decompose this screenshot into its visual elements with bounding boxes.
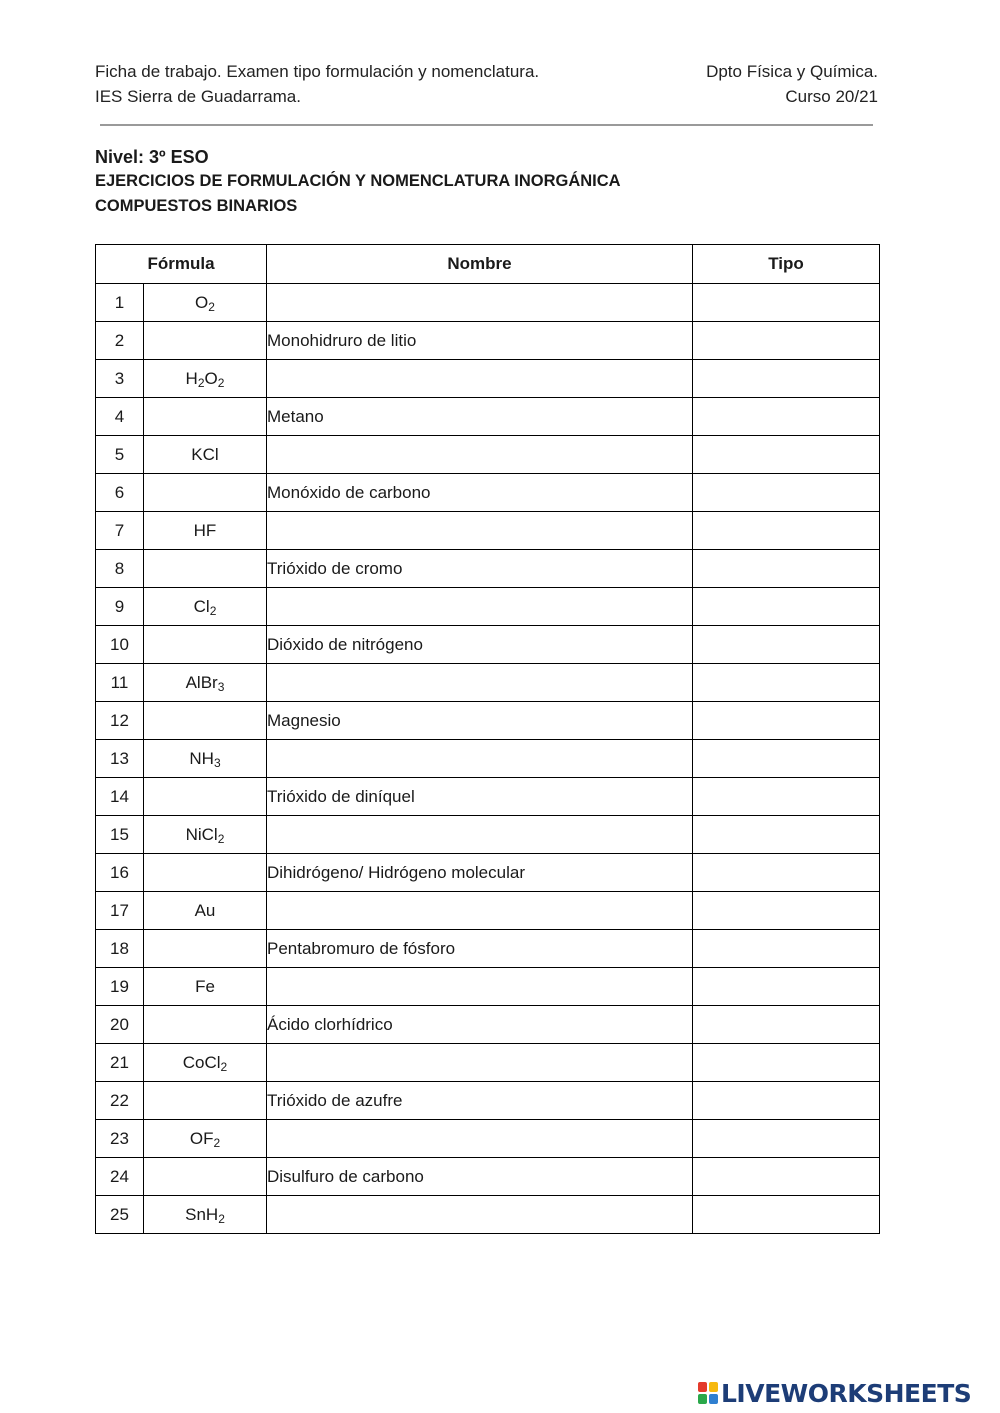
name-cell[interactable] xyxy=(267,436,693,474)
formula-cell xyxy=(144,512,267,550)
formula-symbol: SnH xyxy=(185,1204,219,1224)
row-number: 16 xyxy=(96,854,144,892)
logo-square xyxy=(709,1394,718,1404)
school-name: IES Sierra de Guadarrama. xyxy=(95,87,301,106)
row-number: 17 xyxy=(96,892,144,930)
name-cell: Metano xyxy=(267,398,693,436)
liveworksheets-logo-icon xyxy=(698,1382,718,1404)
name-cell: Monóxido de carbono xyxy=(267,474,693,512)
type-cell[interactable] xyxy=(693,816,880,854)
formula-cell[interactable] xyxy=(144,1082,267,1120)
table-header-row xyxy=(96,245,880,284)
exercise-table xyxy=(95,244,880,1234)
formula-cell[interactable] xyxy=(144,550,267,588)
table-row xyxy=(96,930,880,968)
formula-cell[interactable] xyxy=(144,626,267,664)
worksheet-subject: Ficha de trabajo. Examen tipo formulación y nomenclatura. xyxy=(95,62,540,81)
table-row xyxy=(96,1082,880,1120)
name-cell[interactable] xyxy=(267,740,693,778)
formula-subscript: 2 xyxy=(217,831,225,846)
formula-cell xyxy=(144,436,267,474)
row-number: 8 xyxy=(96,550,144,588)
row-number: 4 xyxy=(96,398,144,436)
formula-cell[interactable] xyxy=(144,474,267,512)
row-number: 6 xyxy=(96,474,144,512)
liveworksheets-watermark xyxy=(698,1376,971,1410)
header-right xyxy=(706,59,878,109)
formula-cell xyxy=(144,740,267,778)
row-number: 13 xyxy=(96,740,144,778)
formula-subscript: 2 xyxy=(213,1135,221,1150)
formula-cell xyxy=(144,284,267,322)
row-number: 14 xyxy=(96,778,144,816)
name-cell: Trióxido de cromo xyxy=(267,550,693,588)
type-cell[interactable] xyxy=(693,1196,880,1234)
formula-cell[interactable] xyxy=(144,702,267,740)
name-cell[interactable] xyxy=(267,968,693,1006)
name-cell[interactable] xyxy=(267,892,693,930)
formula-subscript: 2 xyxy=(208,299,215,314)
table-row xyxy=(96,284,880,322)
name-cell: Dihidrógeno/ Hidrógeno molecular xyxy=(267,854,693,892)
row-number: 5 xyxy=(96,436,144,474)
table-row xyxy=(96,702,880,740)
formula-symbol: NiCl xyxy=(185,824,218,844)
department-name: Dpto Física y Química. xyxy=(706,62,878,81)
row-number: 15 xyxy=(96,816,144,854)
formula-symbol: H xyxy=(185,368,198,388)
table-row xyxy=(96,1006,880,1044)
name-cell: Ácido clorhídrico xyxy=(267,1006,693,1044)
row-number: 24 xyxy=(96,1158,144,1196)
type-cell[interactable] xyxy=(693,588,880,626)
formula-symbol: Cl xyxy=(193,596,210,616)
table-row xyxy=(96,588,880,626)
name-cell[interactable] xyxy=(267,816,693,854)
type-cell[interactable] xyxy=(693,892,880,930)
name-cell: Pentabromuro de fósforo xyxy=(267,930,693,968)
table-row xyxy=(96,968,880,1006)
watermark-text: LIVEWORKSHEETS xyxy=(721,1378,972,1408)
table-row xyxy=(96,1044,880,1082)
formula-cell xyxy=(144,664,267,702)
table-row xyxy=(96,1196,880,1234)
name-cell: Trióxido de azufre xyxy=(267,1082,693,1120)
formula-symbol: Au xyxy=(194,900,216,920)
table-row xyxy=(96,816,880,854)
name-cell[interactable] xyxy=(267,664,693,702)
type-cell[interactable] xyxy=(693,1082,880,1120)
name-cell[interactable] xyxy=(267,1120,693,1158)
exercise-title: EJERCICIOS DE FORMULACIÓN Y NOMENCLATURA INORGÁNICA xyxy=(95,172,621,190)
name-cell: Trióxido de diníquel xyxy=(267,778,693,816)
formula-cell xyxy=(144,1196,267,1234)
row-number: 22 xyxy=(96,1082,144,1120)
table-row xyxy=(96,626,880,664)
row-number: 11 xyxy=(96,664,144,702)
type-cell[interactable] xyxy=(693,1006,880,1044)
formula-subscript: 2 xyxy=(197,375,205,390)
table-row xyxy=(96,360,880,398)
formula-cell[interactable] xyxy=(144,930,267,968)
formula-cell[interactable] xyxy=(144,1158,267,1196)
formula-subscript: 2 xyxy=(217,375,225,390)
formula-symbol: OF xyxy=(189,1128,214,1148)
formula-subscript: 2 xyxy=(209,603,217,618)
name-cell[interactable] xyxy=(267,1196,693,1234)
row-number: 12 xyxy=(96,702,144,740)
type-cell[interactable] xyxy=(693,360,880,398)
formula-cell xyxy=(144,1044,267,1082)
name-cell: Monohidruro de litio xyxy=(267,322,693,360)
type-cell[interactable] xyxy=(693,1158,880,1196)
type-cell[interactable] xyxy=(693,436,880,474)
table-row xyxy=(96,322,880,360)
type-cell[interactable] xyxy=(693,474,880,512)
name-cell: Dióxido de nitrógeno xyxy=(267,626,693,664)
name-cell[interactable] xyxy=(267,588,693,626)
row-number: 25 xyxy=(96,1196,144,1234)
formula-cell[interactable] xyxy=(144,322,267,360)
row-number: 21 xyxy=(96,1044,144,1082)
formula-cell[interactable] xyxy=(144,778,267,816)
course-year: Curso 20/21 xyxy=(785,87,878,106)
table-row xyxy=(96,474,880,512)
formula-cell[interactable] xyxy=(144,854,267,892)
row-number: 7 xyxy=(96,512,144,550)
formula-symbol: AlBr xyxy=(185,672,218,692)
name-cell[interactable] xyxy=(267,360,693,398)
type-cell[interactable] xyxy=(693,702,880,740)
formula-cell xyxy=(144,1120,267,1158)
type-cell[interactable] xyxy=(693,854,880,892)
type-cell[interactable] xyxy=(693,664,880,702)
type-cell[interactable] xyxy=(693,1044,880,1082)
formula-symbol: O xyxy=(204,368,218,388)
formula-symbol: HF xyxy=(193,520,217,540)
row-number: 2 xyxy=(96,322,144,360)
table-row xyxy=(96,854,880,892)
formula-cell xyxy=(144,588,267,626)
type-cell[interactable] xyxy=(693,284,880,322)
formula-subscript: 3 xyxy=(213,755,221,770)
formula-cell xyxy=(144,816,267,854)
name-cell[interactable] xyxy=(267,284,693,322)
type-cell[interactable] xyxy=(693,626,880,664)
name-cell: Magnesio xyxy=(267,702,693,740)
formula-symbol: NH xyxy=(189,748,214,768)
type-cell[interactable] xyxy=(693,322,880,360)
row-number: 1 xyxy=(96,284,144,322)
row-number: 23 xyxy=(96,1120,144,1158)
column-header-type: Tipo xyxy=(693,245,880,284)
formula-subscript: 3 xyxy=(217,679,225,694)
type-cell[interactable] xyxy=(693,778,880,816)
type-cell[interactable] xyxy=(693,968,880,1006)
type-cell[interactable] xyxy=(693,930,880,968)
table-row xyxy=(96,778,880,816)
type-cell[interactable] xyxy=(693,550,880,588)
table-row xyxy=(96,512,880,550)
logo-square xyxy=(709,1382,718,1392)
name-cell: Disulfuro de carbono xyxy=(267,1158,693,1196)
row-number: 20 xyxy=(96,1006,144,1044)
formula-subscript: 2 xyxy=(220,1059,228,1074)
level-title: Nivel: 3º ESO xyxy=(95,147,209,167)
table-row xyxy=(96,550,880,588)
type-cell[interactable] xyxy=(693,1120,880,1158)
row-number: 19 xyxy=(96,968,144,1006)
formula-symbol: CoCl xyxy=(182,1052,221,1072)
table-row xyxy=(96,436,880,474)
type-cell[interactable] xyxy=(693,512,880,550)
formula-cell xyxy=(144,360,267,398)
table-row xyxy=(96,1158,880,1196)
title-block xyxy=(95,145,621,219)
logo-square xyxy=(698,1394,707,1404)
topic-title: COMPUESTOS BINARIOS xyxy=(95,197,298,215)
table-row xyxy=(96,1120,880,1158)
column-header-formula: Fórmula xyxy=(96,245,267,284)
row-number: 3 xyxy=(96,360,144,398)
formula-cell[interactable] xyxy=(144,1006,267,1044)
type-cell[interactable] xyxy=(693,740,880,778)
row-number: 10 xyxy=(96,626,144,664)
table-row xyxy=(96,740,880,778)
formula-symbol: O xyxy=(195,292,209,312)
header-divider xyxy=(100,124,873,126)
row-number: 9 xyxy=(96,588,144,626)
table-row xyxy=(96,398,880,436)
logo-square xyxy=(698,1382,707,1392)
type-cell[interactable] xyxy=(693,398,880,436)
name-cell[interactable] xyxy=(267,1044,693,1082)
formula-symbol: KCl xyxy=(191,444,219,464)
column-header-name: Nombre xyxy=(267,245,693,284)
table-row xyxy=(96,892,880,930)
formula-symbol: Fe xyxy=(195,976,215,996)
table-row xyxy=(96,664,880,702)
header-left xyxy=(95,59,539,109)
name-cell[interactable] xyxy=(267,512,693,550)
formula-subscript: 2 xyxy=(218,1211,225,1226)
formula-cell xyxy=(144,892,267,930)
row-number: 18 xyxy=(96,930,144,968)
formula-cell xyxy=(144,968,267,1006)
formula-cell[interactable] xyxy=(144,398,267,436)
